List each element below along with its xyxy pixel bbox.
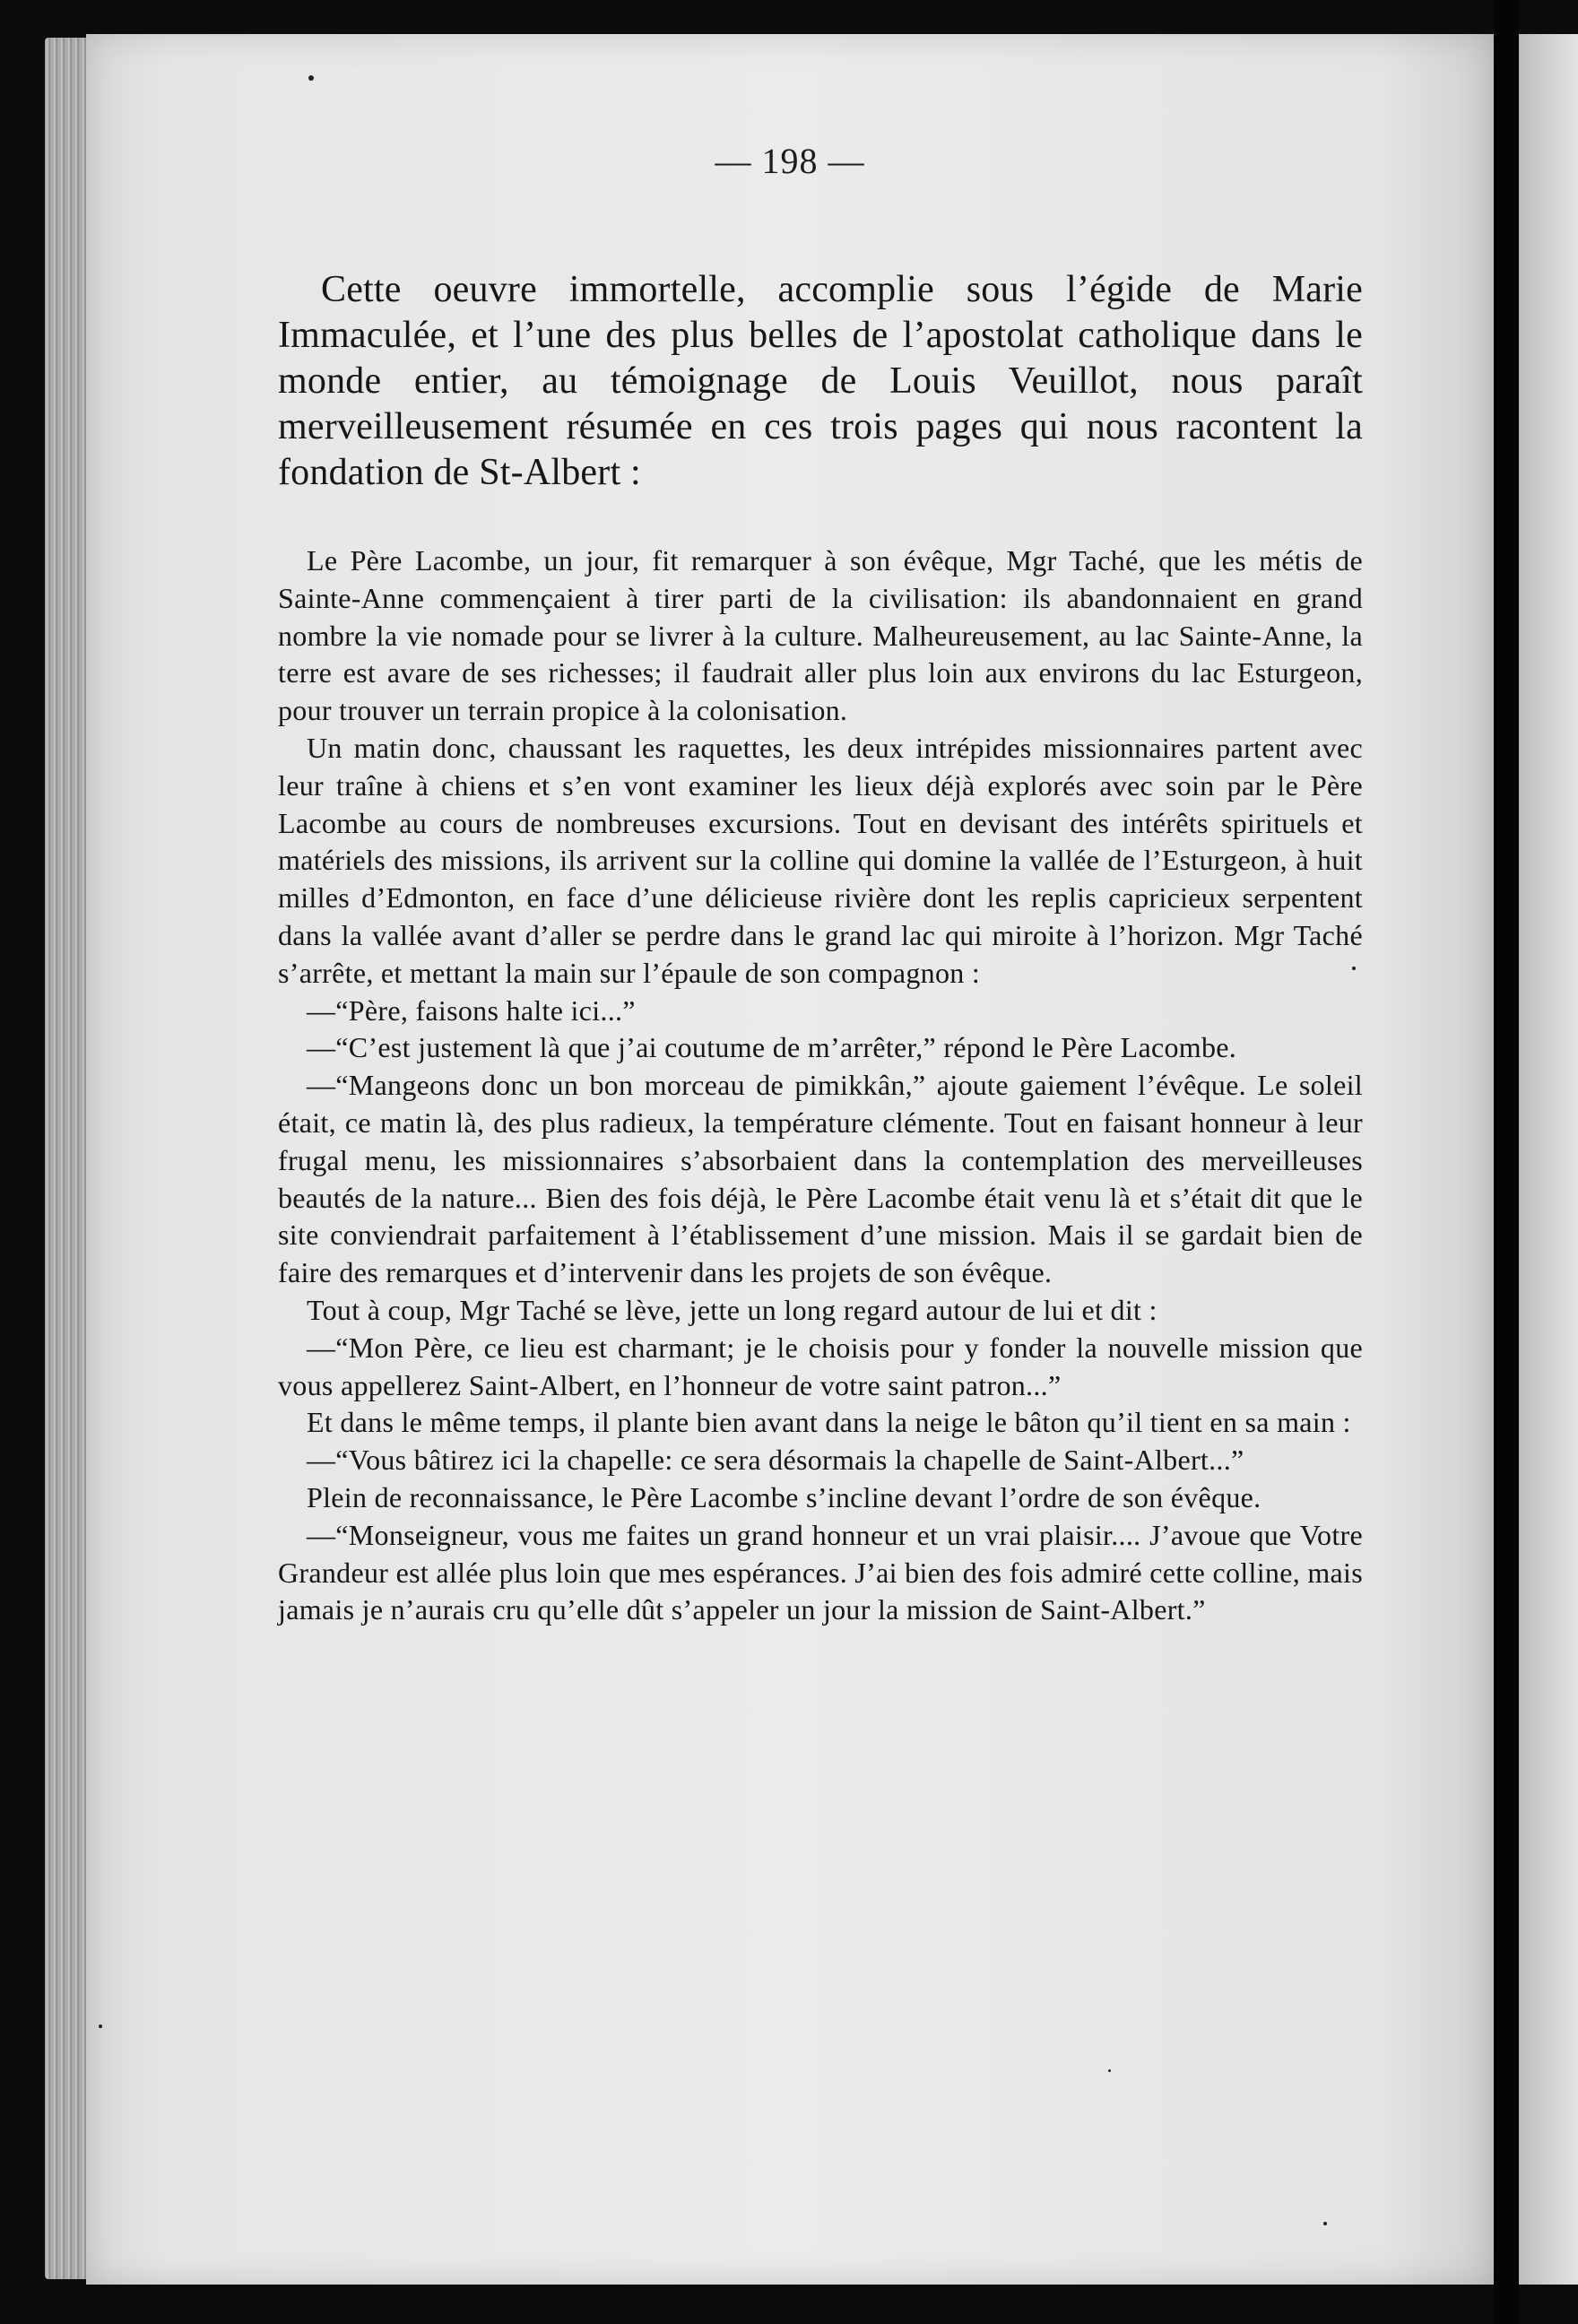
body-paragraph: Et dans le même temps, il plante bien avant dans la neige le bâton qu’il tient en sa main : [307,1406,1351,1439]
dialogue-paragraph: —“Vous bâtirez ici la chapelle: ce sera désormais la chapelle de Saint-Albert...” [307,1444,1244,1477]
body-paragraph: Un matin donc, chaussant les raquettes, les deux intrépides missionnaires partent avec leur traîne à chiens et s’en vont examiner les lieux déjà explorés avec soin par le Père Lacombe au cours de nombreuses excursions. Tout en devisant des intérêts spirituels et matériels des missions, ils arrivent sur la colline qui domine la vallée de l’Esturgeon, à huit milles d’Edmonton, en face d’une délicieuse rivière dont les replis capricieux serpentent dans la vallée avant d’aller se perdre dans le grand lac qui miroite à l’horizon. Mgr Taché s’arrête, et mettant la main sur l’épaule de son compagnon : [278,731,1363,989]
facing-page-edge [1519,34,1578,2285]
body-paragraph: Plein de reconnaissance, le Père Lacombe s’incline devant l’ordre de son évêque. [307,1480,1262,1513]
dialogue-paragraph: —“Père, faisons halte ici...” [307,993,636,1027]
book-page [86,34,1494,2285]
intro-paragraph: Cette oeuvre immortelle, accomplie sous l’égide de Marie Immaculée, et l’une des plus belles de l’apostolat catholique dans le monde entier, au témoignage de Louis Veuillot, nous paraît merveilleusement résumée en ces trois pages qui nous racontent la fondation de St-Albert : [278,269,1363,493]
page-number: — 198 — [715,141,865,181]
book-gutter [1494,0,1519,2324]
dialogue-paragraph: —“Monseigneur, vous me faites un grand honneur et un vrai plaisir.... J’avoue que Votre Grandeur est allée plus loin que mes espérances. J’ai bien des fois admiré cette colline, mais jamais je n’aurais cru qu’elle dût s’appeler un jour la mission de Saint-Albert.” [278,1518,1363,1626]
dialogue-paragraph: —“C’est justement là que j’ai coutume de m’arrêter,” répond le Père Lacombe. [307,1031,1237,1064]
body-paragraph: Le Père Lacombe, un jour, fit remarquer à son évêque, Mgr Taché, que les métis de Sainte-Anne commençaient à tirer parti de la civilisation: ils abandonnaient en grand nombre la vie nomade pour se livrer à la culture. Malheureusement, au lac Sainte-Anne, la terre est avare de ses richesses; il faudrait aller plus loin aux environs du lac Esturgeon, pour trouver un terrain propice à la colonisation. [278,544,1363,727]
dialogue-paragraph: —“Mangeons donc un bon morceau de pimikkân,” ajoute gaiement l’évêque. Le soleil était, ce matin là, des plus radieux, la température clémente. Tout en faisant honneur à leur frugal menu, les missionnaires s’absorbaient dans la contemplation des merveilleuses beautés de la nature... Bien des fois déjà, le Père Lacombe était venu là et s’était dit que le site conviendrait parfaitement à l’établissement d’une mission. Mais il se gardait bien de faire des remarques et d’intervenir dans les projets de son évêque. [278,1069,1363,1289]
body-paragraph: Tout à coup, Mgr Taché se lève, jette un long regard autour de lui et dit : [307,1293,1157,1326]
page-text-block [278,267,1363,1629]
dialogue-paragraph: —“Mon Père, ce lieu est charmant; je le choisis pour y fonder la nouvelle mission que vous appellerez Saint-Albert, en l’honneur de votre saint patron...” [278,1331,1363,1401]
